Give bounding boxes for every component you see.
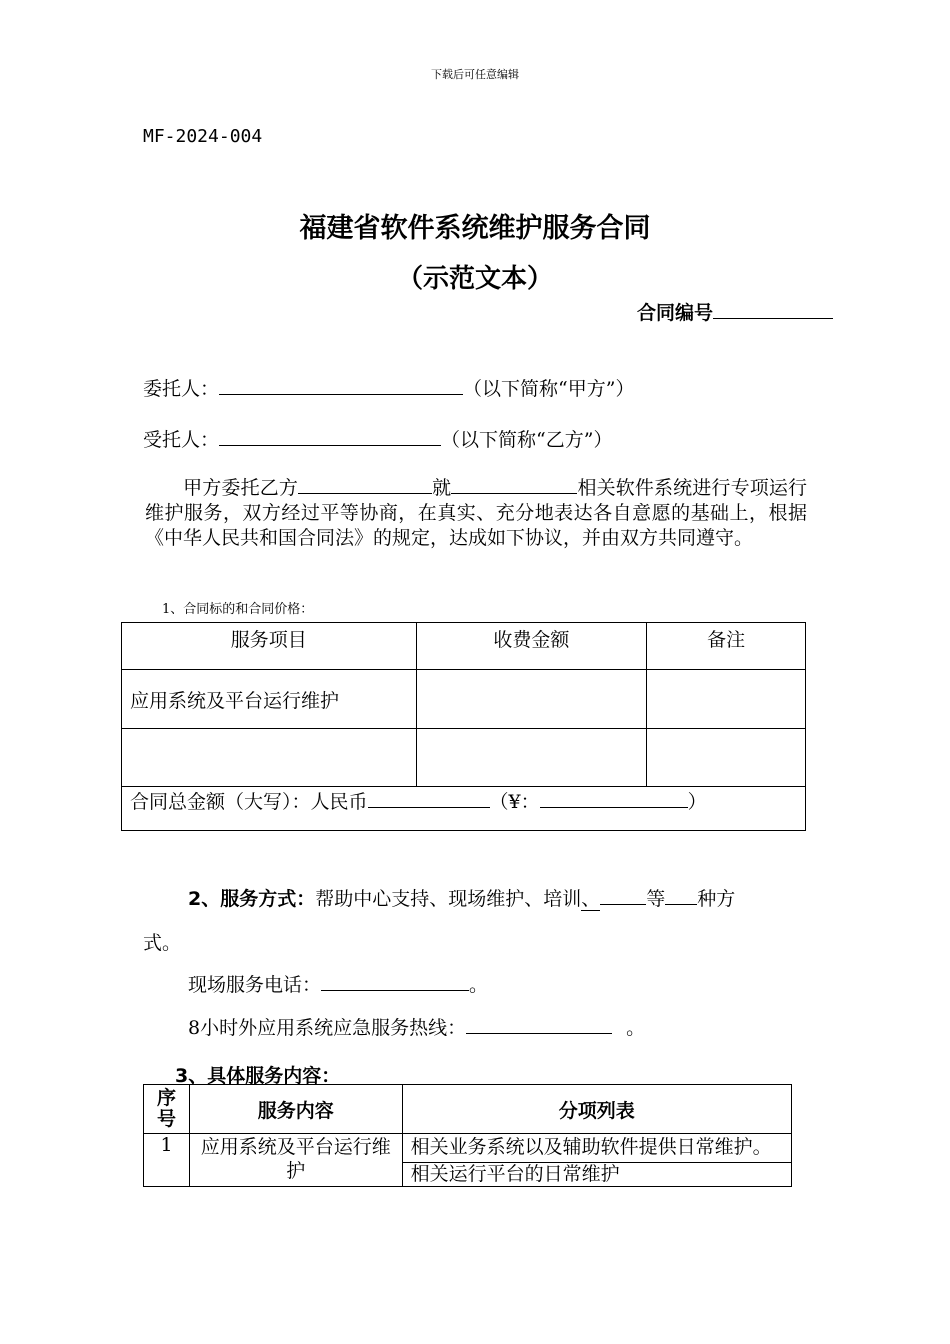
table-row bbox=[122, 729, 806, 787]
party-a-suffix: （以下简称“甲方”） bbox=[463, 378, 635, 400]
emergency-hotline-blank[interactable] bbox=[466, 1014, 612, 1034]
onsite-phone-end: 。 bbox=[469, 974, 489, 996]
section2-text-b: 、 bbox=[581, 888, 601, 910]
price-table bbox=[121, 622, 806, 831]
header-note: 下载后可任意编辑 bbox=[431, 68, 519, 81]
document-subtitle: （示范文本） bbox=[396, 264, 553, 294]
item-list-cell bbox=[402, 1134, 791, 1187]
party-b-label: 受托人： bbox=[143, 429, 220, 451]
fee-cell[interactable] bbox=[416, 729, 647, 787]
header-seq: 序号 bbox=[144, 1085, 190, 1134]
intro-part1: 甲方委托乙方 bbox=[183, 477, 298, 499]
emergency-hotline-line bbox=[188, 1013, 645, 1040]
total-yen-label: （¥： bbox=[489, 791, 540, 813]
price-table-header bbox=[122, 623, 806, 670]
section2-line-2 bbox=[143, 928, 181, 955]
section2-heading: 2、服务方式： bbox=[188, 888, 316, 910]
header-item-list: 分项列表 bbox=[402, 1085, 791, 1134]
onsite-phone-label: 现场服务电话： bbox=[188, 974, 322, 996]
section3-heading: 3、具体服务内容： bbox=[175, 1065, 341, 1087]
document-title: 福建省软件系统维护服务合同 bbox=[299, 213, 651, 244]
section2-text-d: 种方 bbox=[697, 888, 736, 910]
list-item: 相关业务系统以及辅助软件提供日常维护。 bbox=[410, 1136, 772, 1158]
service-content-table bbox=[143, 1084, 792, 1187]
service-item-cell: 应用系统及平台运行维护 bbox=[122, 670, 417, 729]
contract-number-field bbox=[637, 298, 833, 325]
party-b-blank[interactable] bbox=[219, 426, 441, 446]
document-number: MF-2024-004 bbox=[143, 126, 263, 147]
remarks-cell[interactable] bbox=[647, 729, 806, 787]
table-row bbox=[122, 670, 806, 729]
total-uppercase-blank[interactable] bbox=[368, 788, 490, 808]
intro-part2: 就 bbox=[432, 477, 452, 499]
section1-caption: 1、合同标的和合同价格： bbox=[162, 602, 314, 617]
list-item: 相关运行平台的日常维护 bbox=[403, 1162, 791, 1186]
total-yen-blank[interactable] bbox=[540, 788, 688, 808]
service-content-cell: 应用系统及平台运行维护 bbox=[189, 1134, 402, 1187]
seq-cell: 1 bbox=[144, 1134, 190, 1187]
intro-blank-party[interactable] bbox=[298, 474, 432, 494]
section2-line bbox=[188, 884, 735, 911]
remarks-cell[interactable] bbox=[647, 670, 806, 729]
header-service-content: 服务内容 bbox=[189, 1085, 402, 1134]
total-close: ） bbox=[687, 791, 707, 813]
intro-part3: 相关软件系统进行专项运行维护服务，双方经过平等协商，在真实、充分地表达各自意愿的基础上，根据《中华人民共和国合同法》的规定，达成如下协议，并由双方共同遵守。 bbox=[145, 477, 807, 549]
total-amount-cell bbox=[122, 787, 806, 831]
emergency-hotline-end: 。 bbox=[626, 1017, 646, 1039]
service-other-blank[interactable] bbox=[600, 885, 646, 905]
section2-text-e: 式。 bbox=[143, 932, 182, 954]
service-table-header bbox=[144, 1085, 792, 1134]
header-fee-amount: 收费金额 bbox=[416, 623, 647, 670]
header-remarks: 备注 bbox=[647, 623, 806, 670]
party-a-label: 委托人： bbox=[143, 378, 220, 400]
table-row bbox=[144, 1134, 792, 1187]
fee-cell[interactable] bbox=[416, 670, 647, 729]
section2-text-a: 帮助中心支持、现场维护、培训 bbox=[315, 888, 582, 910]
party-b-suffix: （以下简称“乙方”） bbox=[441, 429, 613, 451]
onsite-phone-line bbox=[188, 970, 488, 997]
service-count-blank[interactable] bbox=[665, 885, 697, 905]
service-item-cell[interactable] bbox=[122, 729, 417, 787]
emergency-hotline-label: 8小时外应用系统应急服务热线： bbox=[188, 1017, 467, 1039]
intro-paragraph bbox=[145, 474, 807, 551]
party-a-line bbox=[143, 374, 634, 401]
party-a-blank[interactable] bbox=[219, 375, 463, 395]
section2-text-c: 等 bbox=[646, 888, 666, 910]
total-label: 合同总金额（大写）：人民币 bbox=[130, 791, 368, 813]
onsite-phone-blank[interactable] bbox=[321, 971, 469, 991]
contract-number-blank[interactable] bbox=[713, 299, 833, 319]
contract-number-label: 合同编号 bbox=[637, 302, 714, 324]
party-b-line bbox=[143, 425, 612, 452]
intro-blank-project[interactable] bbox=[451, 474, 577, 494]
header-service-item: 服务项目 bbox=[122, 623, 417, 670]
total-row bbox=[122, 787, 806, 831]
